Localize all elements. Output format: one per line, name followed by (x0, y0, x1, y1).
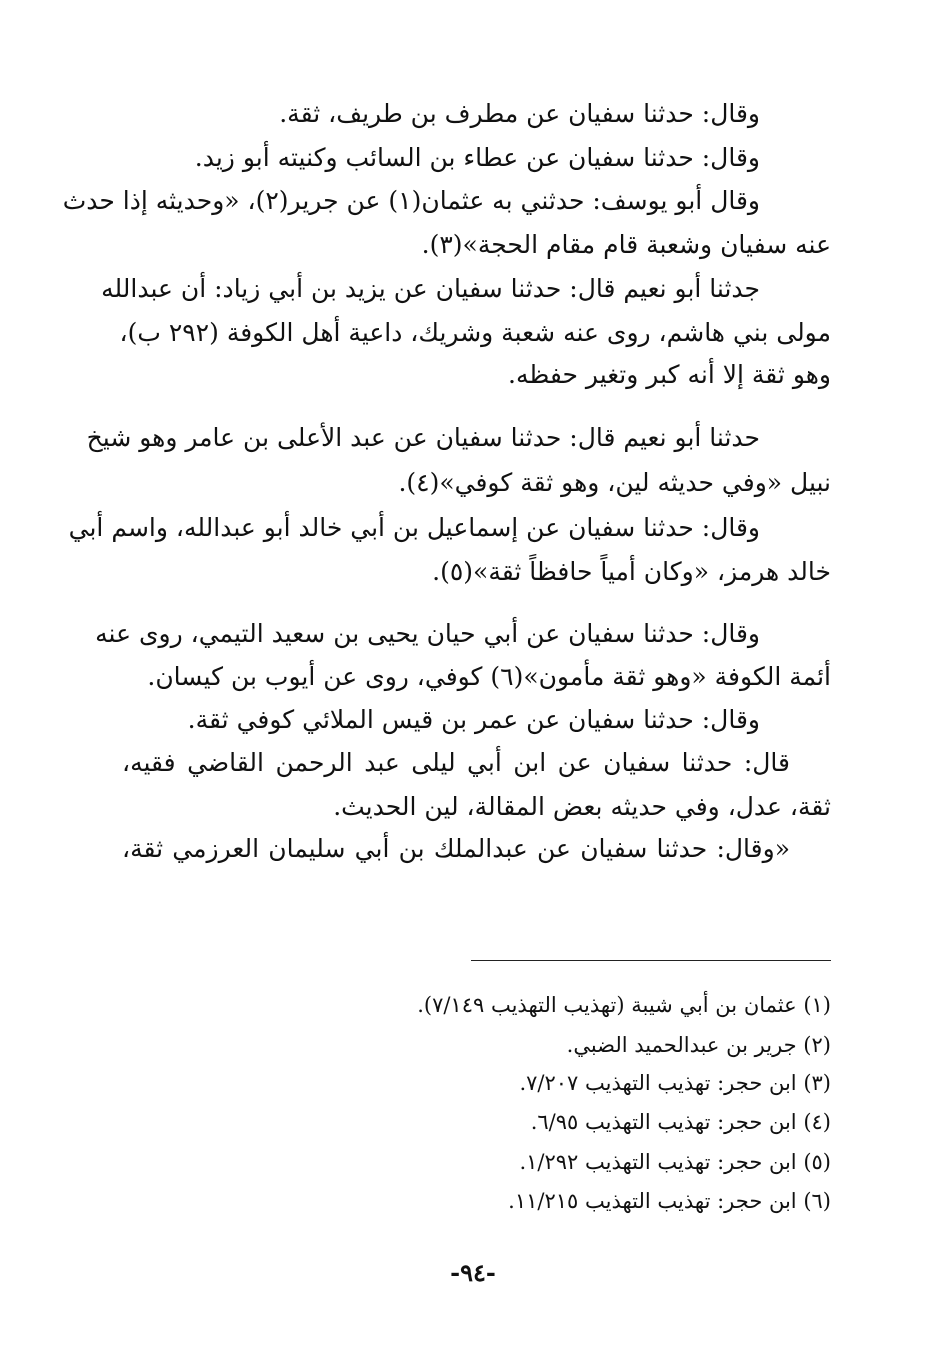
footnote: (٢) جرير بن عبدالحميد الضبي. (566, 1033, 831, 1057)
text-line: جدثنا أبو نعيم قال: حدثنا سفيان عن يزيد بن أبي زياد: أن عبدالله (101, 274, 760, 303)
text-line: قال: حدثنا سفيان عن ابن أبي ليلى عبد الرحمن القاضي فقيه، (122, 748, 790, 777)
text-line: ثقة، عدل، وفي حديثه بعض المقالة، لين الحديث. (333, 792, 831, 821)
text-line: وقال: حدثنا سفيان عن عمر بن قيس الملائي كوفي ثقة. (187, 705, 760, 734)
text-line: مولى بني هاشم، روى عنه شعبة وشريك، داعية أهل الكوفة (٢٩٢ ب)، (119, 318, 831, 347)
text-line: «وقال: حدثنا سفيان عن عبدالملك بن أبي سليمان العرزمي ثقة، (122, 834, 790, 863)
footnote: (٦) ابن حجر: تهذيب التهذيب ١١/٢١٥. (508, 1189, 831, 1213)
text-line: وقال: حدثنا سفيان عن إسماعيل بن أبي خالد أبو عبدالله، واسم أبي (68, 513, 760, 542)
text-line: خالد هرمز، «وكان أمياً حافظاً ثقة»(٥). (432, 557, 831, 586)
footnote: (٣) ابن حجر: تهذيب التهذيب ٧/٢٠٧. (519, 1071, 831, 1095)
text-line: وقال: حدثنا سفيان عن أبي حيان يحيى بن سعيد التيمي، روى عنه (95, 619, 760, 648)
text-line: نبيل «وفي حديثه لين، وهو ثقة كوفي»(٤). (398, 468, 831, 497)
page-number: -٩٤- (450, 1258, 496, 1287)
text-line: وهو ثقة إلا أنه كبر وتغير حفظه. (508, 360, 831, 389)
text-line: عنه سفيان وشعبة قام مقام الحجة»(٣). (421, 230, 831, 259)
footnote: (٤) ابن حجر: تهذيب التهذيب ٦/٩٥. (530, 1110, 831, 1134)
footnote: (١) عثمان بن أبي شيبة (تهذيب التهذيب ٧/١٤٩). (417, 993, 831, 1017)
text-line: وقال أبو يوسف: حدثني به عثمان(١) عن جرير(٢)، «وحديثه إذا حدث (62, 186, 760, 215)
footnote-divider (471, 960, 831, 961)
text-line: وقال: حدثنا سفيان عن مطرف بن طريف، ثقة. (279, 99, 760, 128)
text-line: حدثنا أبو نعيم قال: حدثنا سفيان عن عبد الأعلى بن عامر وهو شيخ (86, 423, 760, 452)
text-line: أئمة الكوفة «وهو ثقة مأمون»(٦) كوفي، روى عن أيوب بن كيسان. (147, 662, 831, 691)
footnote: (٥) ابن حجر: تهذيب التهذيب ١/٢٩٢. (519, 1150, 831, 1174)
text-line: وقال: حدثنا سفيان عن عطاء بن السائب وكنيته أبو زيد. (194, 143, 760, 172)
